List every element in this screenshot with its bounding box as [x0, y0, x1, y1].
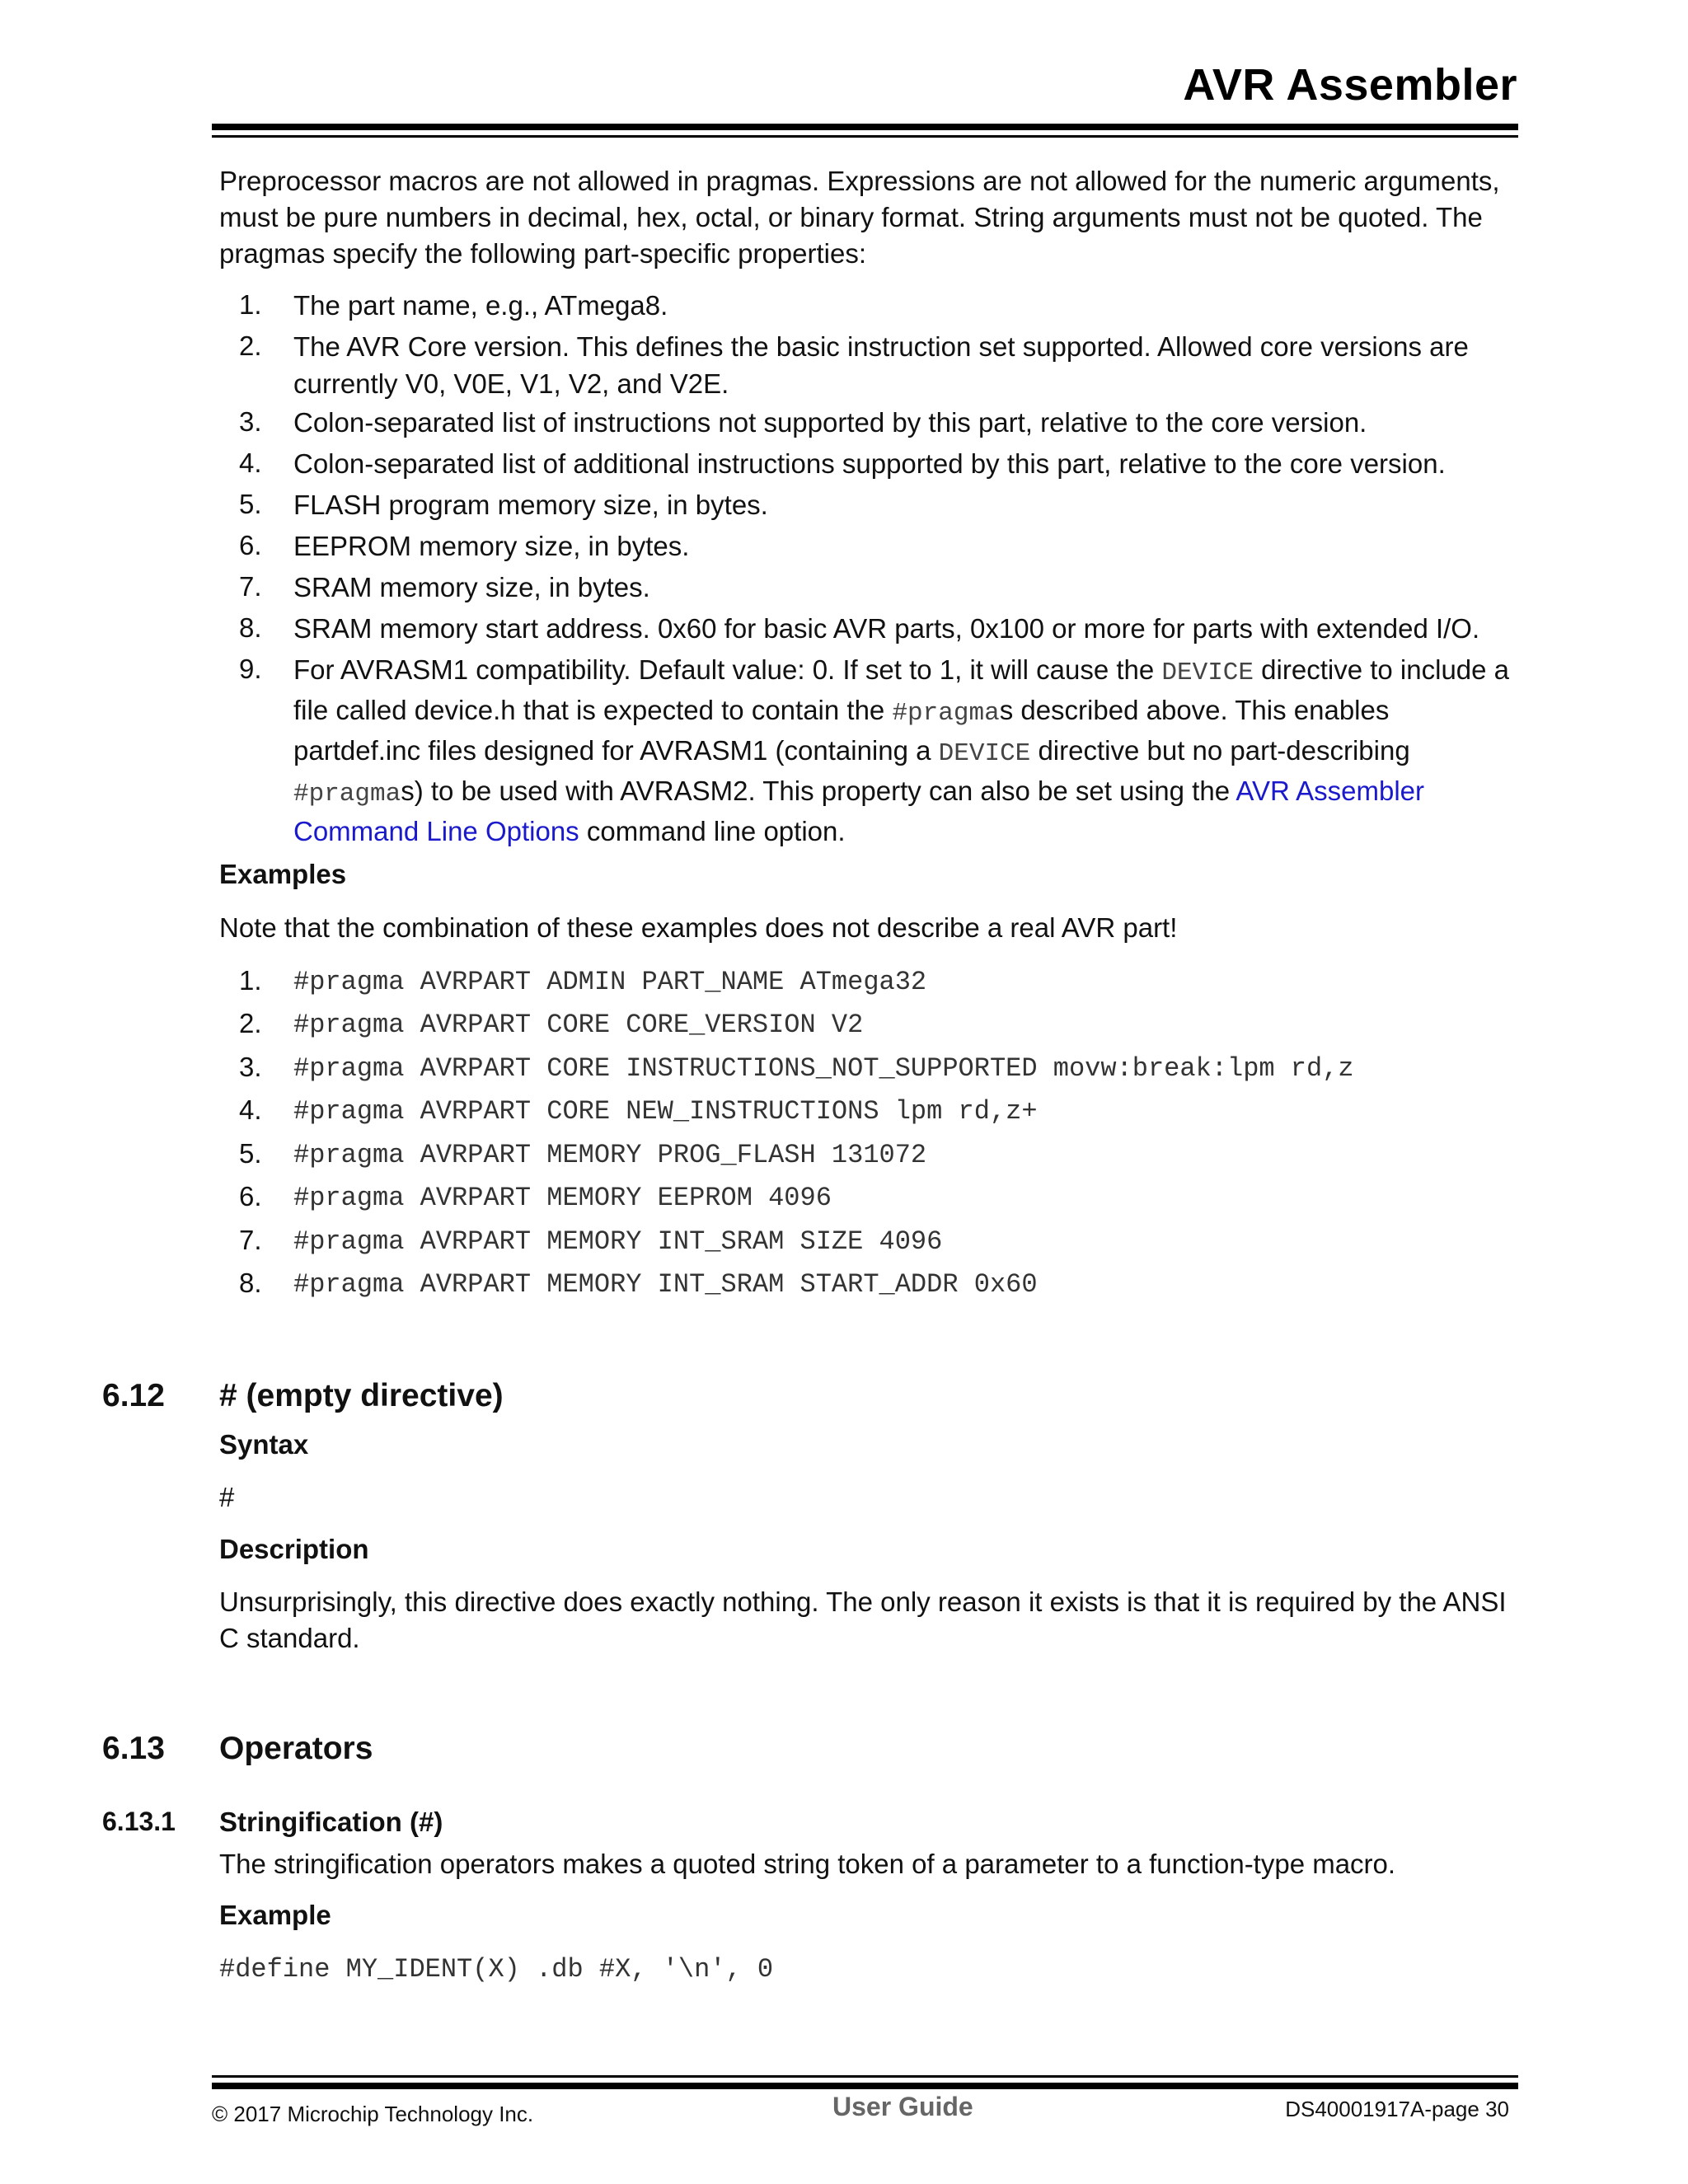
syntax-heading: Syntax: [219, 1429, 309, 1460]
list-item: EEPROM memory size, in bytes.: [293, 531, 690, 561]
list-number: 8.: [239, 1268, 262, 1298]
list-number: 3.: [239, 406, 262, 437]
intro-paragraph: Preprocessor macros are not allowed in pragmas. Expressions are not allowed for the numeric arguments, must be pure numbers in decimal, hex, octal, or binary format. String arguments must not be quoted. The pragmas specify the following part-specific properties:: [219, 166, 1500, 269]
stringification-text: The stringification operators makes a quoted string token of a parameter to a function-type macro.: [219, 1849, 1396, 1879]
list-number: 1.: [239, 289, 262, 320]
example-code: #define MY_IDENT(X) .db #X, '\n', 0: [219, 1954, 774, 1985]
footer-page-number: DS40001917A-page 30: [1285, 2097, 1509, 2121]
subsection-number: 6.13.1: [102, 1807, 176, 1836]
command-line-options-link[interactable]: AVR Assembler Command Line Options: [293, 776, 1425, 846]
list-number: 3.: [239, 1052, 262, 1082]
list-number: 1.: [239, 965, 262, 996]
list-item: The part name, e.g., ATmega8.: [293, 290, 668, 321]
list-number: 7.: [239, 1225, 262, 1255]
code-device: DEVICE: [938, 739, 1031, 768]
code-line: #pragma AVRPART CORE INSTRUCTIONS_NOT_SUPPORTED movw:break:lpm rd,z: [293, 1053, 1354, 1084]
section-number: 6.13: [102, 1731, 165, 1766]
footer-copyright: © 2017 Microchip Technology Inc.: [212, 2102, 534, 2126]
list-item: The AVR Core version. This defines the basic instruction set supported. Allowed core versions are currently V0, V0E, V1, V2, and V2E.: [293, 331, 1469, 399]
code-line: #pragma AVRPART CORE CORE_VERSION V2: [293, 1010, 864, 1040]
code-line: #pragma AVRPART MEMORY INT_SRAM START_ADDR 0x60: [293, 1269, 1038, 1300]
text-run: command line option.: [579, 816, 846, 846]
footer-rule-thin: [212, 2075, 1518, 2078]
code-line: #pragma AVRPART MEMORY EEPROM 4096: [293, 1183, 832, 1213]
list-number: 6.: [239, 1181, 262, 1212]
list-number: 4.: [239, 1094, 262, 1125]
list-item: Colon-separated list of additional instructions supported by this part, relative to the core version.: [293, 448, 1446, 479]
list-number: 7.: [239, 571, 262, 602]
document-title: AVR Assembler: [1183, 60, 1517, 110]
section-title: # (empty directive): [219, 1378, 504, 1413]
section-title: Operators: [219, 1731, 373, 1766]
list-number: 2.: [239, 1008, 262, 1038]
code-line: #pragma AVRPART MEMORY PROG_FLASH 131072: [293, 1140, 927, 1170]
list-number: 5.: [239, 489, 262, 519]
list-item: Colon-separated list of instructions not supported by this part, relative to the core version.: [293, 407, 1367, 438]
list-number: 6.: [239, 530, 262, 560]
examples-heading: Examples: [219, 859, 347, 889]
list-number: 5.: [239, 1138, 262, 1169]
footer-rule-thick: [212, 2083, 1518, 2089]
text-run: directive to include a file called device.h that is expected to contain the: [293, 654, 1510, 725]
header-rule-thin: [212, 135, 1518, 138]
list-number: 2.: [239, 330, 262, 361]
text-run: s described above. This enables partdef.inc files designed for AVRASM1 (containing a: [293, 695, 1390, 766]
code-pragma: #pragma: [293, 780, 401, 808]
footer-doc-type: User Guide: [832, 2092, 973, 2121]
subsection-title: Stringification (#): [219, 1807, 443, 1837]
list-number: 8.: [239, 612, 262, 643]
text-run: directive but no part-describing: [1030, 735, 1410, 766]
description-text: Unsurprisingly, this directive does exactly nothing. The only reason it exists is that it is required by the ANSI C standard.: [219, 1586, 1507, 1653]
example-heading: Example: [219, 1900, 331, 1930]
list-item: SRAM memory size, in bytes.: [293, 572, 650, 602]
code-device: DEVICE: [1161, 658, 1254, 687]
list-number: 4.: [239, 448, 262, 478]
code-line: #pragma AVRPART MEMORY INT_SRAM SIZE 4096: [293, 1226, 943, 1257]
description-heading: Description: [219, 1534, 369, 1564]
list-item: SRAM memory start address. 0x60 for basic AVR parts, 0x100 or more for parts with extended I/O.: [293, 613, 1480, 644]
code-line: #pragma AVRPART CORE NEW_INSTRUCTIONS lpm rd,z+: [293, 1096, 1038, 1127]
text-run: s) to be used with AVRASM2. This property can also be set using the: [401, 776, 1236, 806]
list-item: FLASH program memory size, in bytes.: [293, 490, 768, 520]
list-number: 9.: [239, 654, 262, 684]
examples-note: Note that the combination of these examples does not describe a real AVR part!: [219, 912, 1178, 943]
list-item-avrasm1-compatibility: [293, 651, 1513, 850]
code-pragma: #pragma: [892, 699, 1000, 728]
code-line: #pragma AVRPART ADMIN PART_NAME ATmega32: [293, 967, 927, 997]
syntax-text: #: [219, 1482, 235, 1512]
header-rule-thick: [212, 124, 1518, 130]
text-run: For AVRASM1 compatibility. Default value: 0. If set to 1, it will cause the: [293, 654, 1162, 685]
section-number: 6.12: [102, 1378, 165, 1413]
